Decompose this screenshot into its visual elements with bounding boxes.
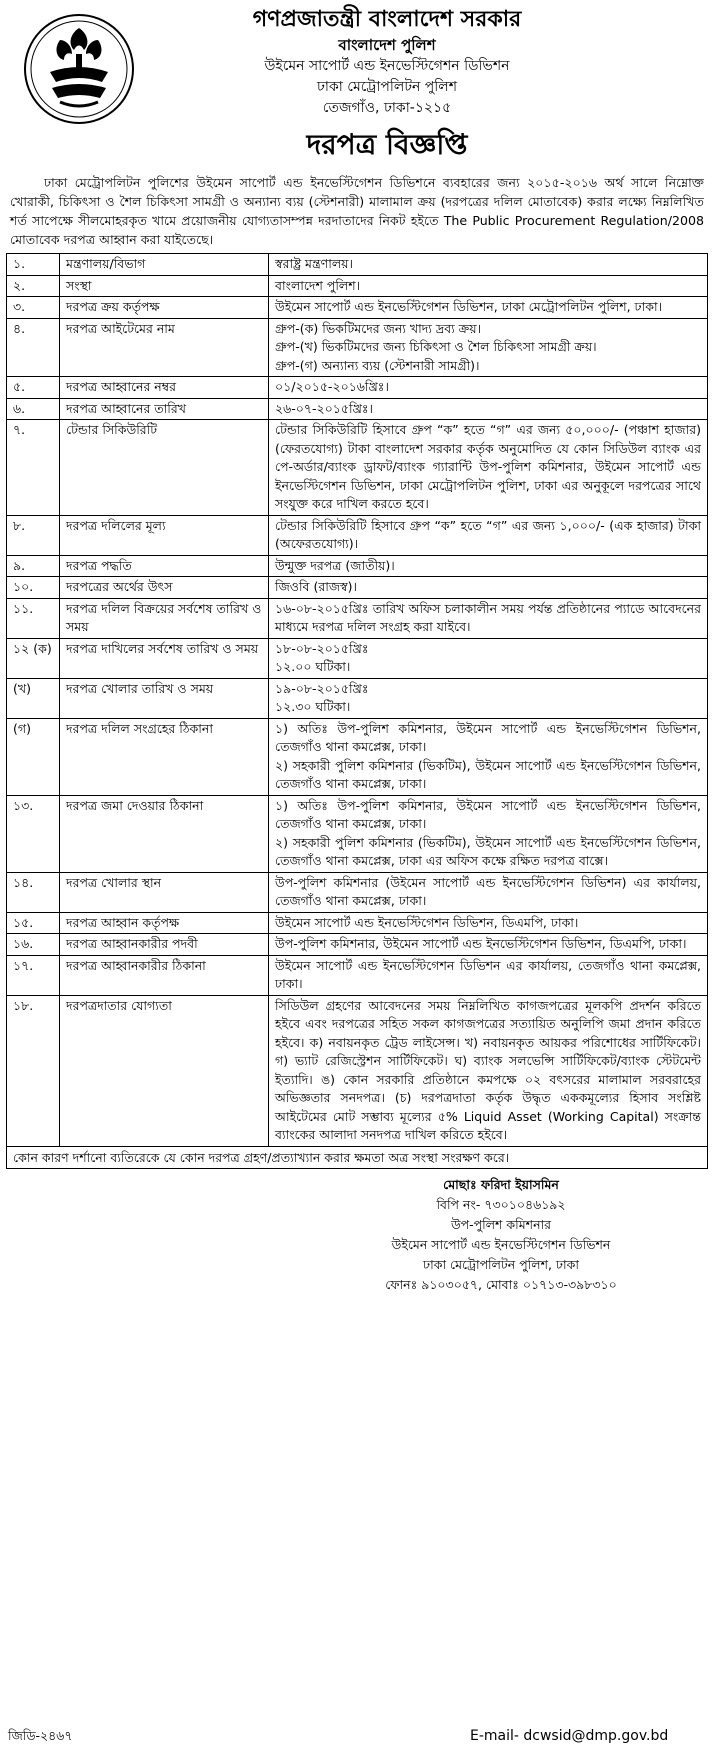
signatory-metro: ঢাকা মেট্রোপলিটন পুলিশ, ঢাকা [423,1256,579,1272]
row-value [269,398,708,420]
row-value-line: ১২.৩০ ঘটিকা। [275,699,351,714]
row-label: মন্ত্রণালয়/বিভাগ [60,254,269,276]
row-value-line: ১) অতিঃ উপ-পুলিশ কমিশনার, উইমেন সাপোর্ট এন্ড ইনভেস্টিগেশন ডিভিশন, তেজগাঁও থানা কমপ্লেক্স, ঢাকা। [275,797,701,831]
row-value [269,598,708,638]
row-value-line: ২) সহকারী পুলিশ কমিশনার (ভিকটিম), উইমেন সাপোর্ট এন্ড ইনভেস্টিগেশন ডিভিশন, তেজগাঁও থানা কমপ্লেক্স, ঢাকা এর অফিস কক্ষে রক্ষিত দরপত্র বাক্সে। [275,834,701,868]
division-name: উইমেন সাপোর্ট এন্ড ইনভেস্টিগেশন ডিভিশন [264,58,510,74]
row-serial: ৪. [7,318,60,377]
row-value-line: ১২.০০ ঘটিকা। [275,659,351,674]
row-value-line: ১৬-০৮-২০১৫খ্রিঃ তারিখ অফিস চলাকালীন সময় পর্যন্ত প্রতিষ্ঠানের প্যাডে আবেদনের মাধ্যমে দরপত্র দলিল সংগ্রহ করা যাইবে। [275,600,701,634]
row-serial: ২. [7,275,60,297]
row-label: দরপত্র আহ্বানকারীর পদবী [60,934,269,956]
row-label: দরপত্রের অর্থের উৎস [60,577,269,599]
row-value-line: গ্রুপ-(খ) ভিকটিমদের জন্য চিকিৎসা ও শৈল চিকিৎসা সামগ্রী ক্রয়। [275,339,597,354]
table-row [7,638,708,678]
row-label: দরপত্র খোলার তারিখ ও সময় [60,678,269,718]
row-value [269,955,708,995]
signatory-name: মোছাঃ ফরিদা ইয়াসমিন [443,1176,559,1192]
government-name: গণপ্রজাতন্ত্রী বাংলাদেশ সরকার [252,7,522,32]
row-serial: (গ) [7,718,60,795]
row-value [269,912,708,934]
table-row [7,577,708,599]
footer-note: কোন কারণ দর্শানো ব্যতিরেকে যে কোন দরপত্র গ্রহণ/প্রত্যাখ্যান করার ক্ষমতা অত্র সংস্থা সংরক্ষণ করে। [6,1147,708,1169]
row-serial: ৯. [7,555,60,577]
row-value-line: ২৬-০৭-২০১৫খ্রিঃ। [275,400,374,416]
row-value [269,275,708,297]
row-serial: ৬. [7,398,60,420]
table-row [7,678,708,718]
row-value [269,995,708,1146]
gd-number: জিডি-২৪৬৭ [8,1728,73,1743]
row-label: দরপত্র জমা দেওয়ার ঠিকানা [60,795,269,872]
page-title: দরপত্র বিজ্ঞপ্তি [306,128,468,161]
row-serial: ১৩. [7,795,60,872]
table-row [7,297,708,319]
row-value-line: সিডিউল গ্রহণের আবেদনের সময় নিম্নলিখিত কাগজপত্রের মূলকপি প্রদর্শন করিতে হইবে এবং দরপত্রের সহিত সকল কাগজপত্রের সত্যায়িত অনুলিপি জমা প্রদান করিতে হইবে। ক) নবায়নকৃত ট্রেড লাইসেন্স। খ) নবায়নকৃত আয়কর পরিশোধের সার্টিফিকেট। গ) ভ্যাট রেজিস্ট্রেশন সার্টিফিকেট। ঘ) ব্যাংক সলভেন্সি সার্টিফিকেট/ব্যাংক স্টেটমেন্ট ইত্যাদি। ঙ) কোন সরকারি প্রতিষ্ঠানে কমপক্ষে ০২ বৎসরের মালামাল সরবরাহের অভিজ্ঞতার সনদপত্র। (চ) দরপত্রদাতা কর্তৃক উদ্ধৃত এককমূল্যের হিসাব সংশ্লিষ্ট আইটেমের মোট সম্ভাব্য মূল্যের ৫% Liquid Asset (Working Capital) সংক্রান্ত ব্যাংকের আলাদা সনদপত্র দাখিল করিতে হইবে। [275,997,701,1142]
header [66,6,708,165]
table-row [7,515,708,555]
row-label: দরপত্র দলিলের মূল্য [60,515,269,555]
row-label: সংস্থা [60,275,269,297]
table-row [7,377,708,399]
row-value-line: গ্রুপ-(গ) অন্যান্য ব্যয় (স্টেশনারী সামগ্রী)। [275,357,480,373]
row-value [269,420,708,516]
signatory-designation: উপ-পুলিশ কমিশনার [450,1216,552,1232]
table-row [7,795,708,872]
row-value-line: উইমেন সাপোর্ট এন্ড ইনভেস্টিগেশন ডিভিশন এর কার্যালয়, তেজগাঁও থানা কমপ্লেক্স, ঢাকা। [275,957,701,991]
row-value-line: উন্মুক্ত দরপত্র (জাতীয়)। [275,557,395,573]
row-label: দরপত্র দলিল বিক্রয়ের সর্বশেষ তারিখ ও সময় [60,598,269,638]
row-serial: ১১. [7,598,60,638]
row-label: দরপত্র খোলার স্থান [60,872,269,912]
row-value [269,718,708,795]
row-label: দরপত্র আহ্বানের তারিখ [60,398,269,420]
row-value [269,297,708,319]
row-serial: ১৫. [7,912,60,934]
row-value [269,638,708,678]
table-row [7,955,708,995]
table-row [7,275,708,297]
row-serial: ৭. [7,420,60,516]
notice-page [6,4,708,1295]
row-value [269,934,708,956]
table-row [7,598,708,638]
row-value [269,795,708,872]
signatory-bp: বিপি নং- ৭৩০১০৪৬১৯২ [436,1196,566,1212]
row-value-line: টেন্ডার সিকিউরিটি হিসাবে গ্রুপ “ক” হতে “গ” এর জন্য ৫০,০০০/- (পঞ্চাশ হাজার) (ফেরতযোগ্য) টাকা বাংলাদেশ সরকার কর্তৃক অনুমোদিত যে কোন সিডিউল ব্যাংক এর পে-অর্ডার/ব্যাংক ড্রাফট/ব্যাংক গ্যারান্টি উপ-পুলিশ কমিশনার, উইমেন সাপোর্ট এন্ড ইনভেস্টিগেশন ডিভিশন, ঢাকা মেট্রোপলিটন পুলিশ, ঢাকা এর অনুকূলে দরপত্রের সাথে সংযুক্ত করে দাখিল করতে হবে। [275,422,701,511]
row-serial: ১৭. [7,955,60,995]
row-value-line: উইমেন সাপোর্ট এন্ড ইনভেস্টিগেশন ডিভিশন, ডিএমপি, ঢাকা। [275,914,579,930]
row-value-line: উপ-পুলিশ কমিশনার, উইমেন সাপোর্ট এন্ড ইনভেস্টিগেশন ডিভিশন, ডিএমপি, ঢাকা। [275,936,687,951]
table-row [7,254,708,276]
row-value-line: উপ-পুলিশ কমিশনার (উইমেন সাপোর্ট এন্ড ইনভেস্টিগেশন ডিভিশন) এর কার্যালয়, তেজগাঁও থানা কমপ্লেক্স, ঢাকা। [275,874,701,908]
row-label: টেন্ডার সিকিউরিটি [60,420,269,516]
table-row [7,398,708,420]
row-label: দরপত্রদাতার যোগ্যতা [60,995,269,1146]
row-value-line: ১৮-০৮-২০১৫খ্রিঃ [275,640,369,656]
table-row [7,934,708,956]
row-serial: ১. [7,254,60,276]
row-serial: ৮. [7,515,60,555]
row-value [269,318,708,377]
row-value [269,577,708,599]
row-label: দরপত্র ক্রয় কর্তৃপক্ষ [60,297,269,319]
metro-name: ঢাকা মেট্রোপলিটন পুলিশ [317,79,457,95]
row-value-line: ১) অতিঃ উপ-পুলিশ কমিশনার, উইমেন সাপোর্ট এন্ড ইনভেস্টিগেশন ডিভিশন, তেজগাঁও থানা কমপ্লেক্স, ঢাকা। [275,720,701,754]
row-value-line: টেন্ডার সিকিউরিটি হিসাবে গ্রুপ “ক” হতে “গ” এর জন্য ১,০০০/- (এক হাজার) টাকা (অফেরতযোগ্য)। [275,517,701,551]
row-label: দরপত্র দাখিলের সর্বশেষ তারিখ ও সময় [60,638,269,678]
row-serial: ১২ (ক) [7,638,60,678]
row-serial: (খ) [7,678,60,718]
government-emblem-icon [20,10,138,128]
table-row [7,420,708,516]
row-value [269,678,708,718]
row-value-line: ২) সহকারী পুলিশ কমিশনার (ভিকটিম), উইমেন সাপোর্ট এন্ড ইনভেস্টিগেশন ডিভিশন, তেজগাঁও থানা কমপ্লেক্স, ঢাকা। [275,757,701,791]
row-serial: ৩. [7,297,60,319]
row-value-line: স্বরাষ্ট্র মন্ত্রণালয়। [275,256,353,271]
row-value [269,377,708,399]
table-row [7,872,708,912]
row-value-line: ১৯-০৮-২০১৫খ্রিঃ [275,680,369,696]
row-value-line: জিওবি (রাজস্ব)। [275,579,357,594]
signatory-division: উইমেন সাপোর্ট এন্ড ইনভেস্টিগেশন ডিভিশন [391,1236,611,1252]
signature-block [336,1175,666,1295]
row-value [269,254,708,276]
row-label: দরপত্র আইটেমের নাম [60,318,269,377]
table-row [7,912,708,934]
table-row [7,318,708,377]
office-address: তেজগাঁও, ঢাকা-১২১৫ [322,100,452,116]
row-serial: ১৬. [7,934,60,956]
row-value-line: ০১/২০১৫-২০১৬খ্রিঃ। [275,379,389,394]
tender-spec-table [6,253,708,1147]
row-label: দরপত্র আহ্বান কর্তৃপক্ষ [60,912,269,934]
row-value [269,515,708,555]
signatory-phone: ফোনঃ ৯১০৩০৫৭, মোবাঃ ০১৭১৩-৩৯৮৩১০ [385,1276,617,1292]
table-row [7,718,708,795]
row-serial: ১০. [7,577,60,599]
row-value-line: গ্রুপ-(ক) ভিকটিমদের জন্য খাদ্য দ্রব্য ক্রয়। [275,320,482,336]
table-row [7,995,708,1146]
row-label: দরপত্র পদ্ধতি [60,555,269,577]
row-serial: ১৮. [7,995,60,1146]
police-name: বাংলাদেশ পুলিশ [338,36,436,54]
row-value-line: উইমেন সাপোর্ট এন্ড ইনভেস্টিগেশন ডিভিশন, ঢাকা মেট্রোপলিটন পুলিশ, ঢাকা। [275,299,663,314]
table-row [7,555,708,577]
row-serial: ৫. [7,377,60,399]
row-value-line: বাংলাদেশ পুলিশ। [275,277,361,293]
row-label: দরপত্র দলিল সংগ্রহের ঠিকানা [60,718,269,795]
contact-email: E-mail- dcwsid@dmp.gov.bd [470,1728,669,1744]
intro-paragraph: ঢাকা মেট্রোপলিটন পুলিশের উইমেন সাপোর্ট এন্ড ইনভেস্টিগেশন ডিভিশনে ব্যবহারের জন্য ২০১৫-২০১৬ অর্থ সালে নিম্নোক্ত খোরাকী, চিকিৎসা ও শৈল চিকিৎসা সামগ্রী ও অন্যান্য ব্যয় (স্টেশনারী) মালামাল ক্রয় (দরপত্রের দলিল মোতাবেক) করার লক্ষ্যে নিম্নলিখিত শর্ত সাপেক্ষে সীলমোহরকৃত খামে প্রয়োজনীয় যোগ্যতাসম্পন্ন দরদাতাদের নিকট হইতে The Public Procurement Regulation/2008 মোতাবেক দরপত্র আহ্বান করা যাইতেছে। [10,175,704,247]
row-serial: ১৪. [7,872,60,912]
row-value [269,555,708,577]
row-label: দরপত্র আহ্বানের নম্বর [60,377,269,399]
row-value [269,872,708,912]
row-label: দরপত্র আহ্বানকারীর ঠিকানা [60,955,269,995]
